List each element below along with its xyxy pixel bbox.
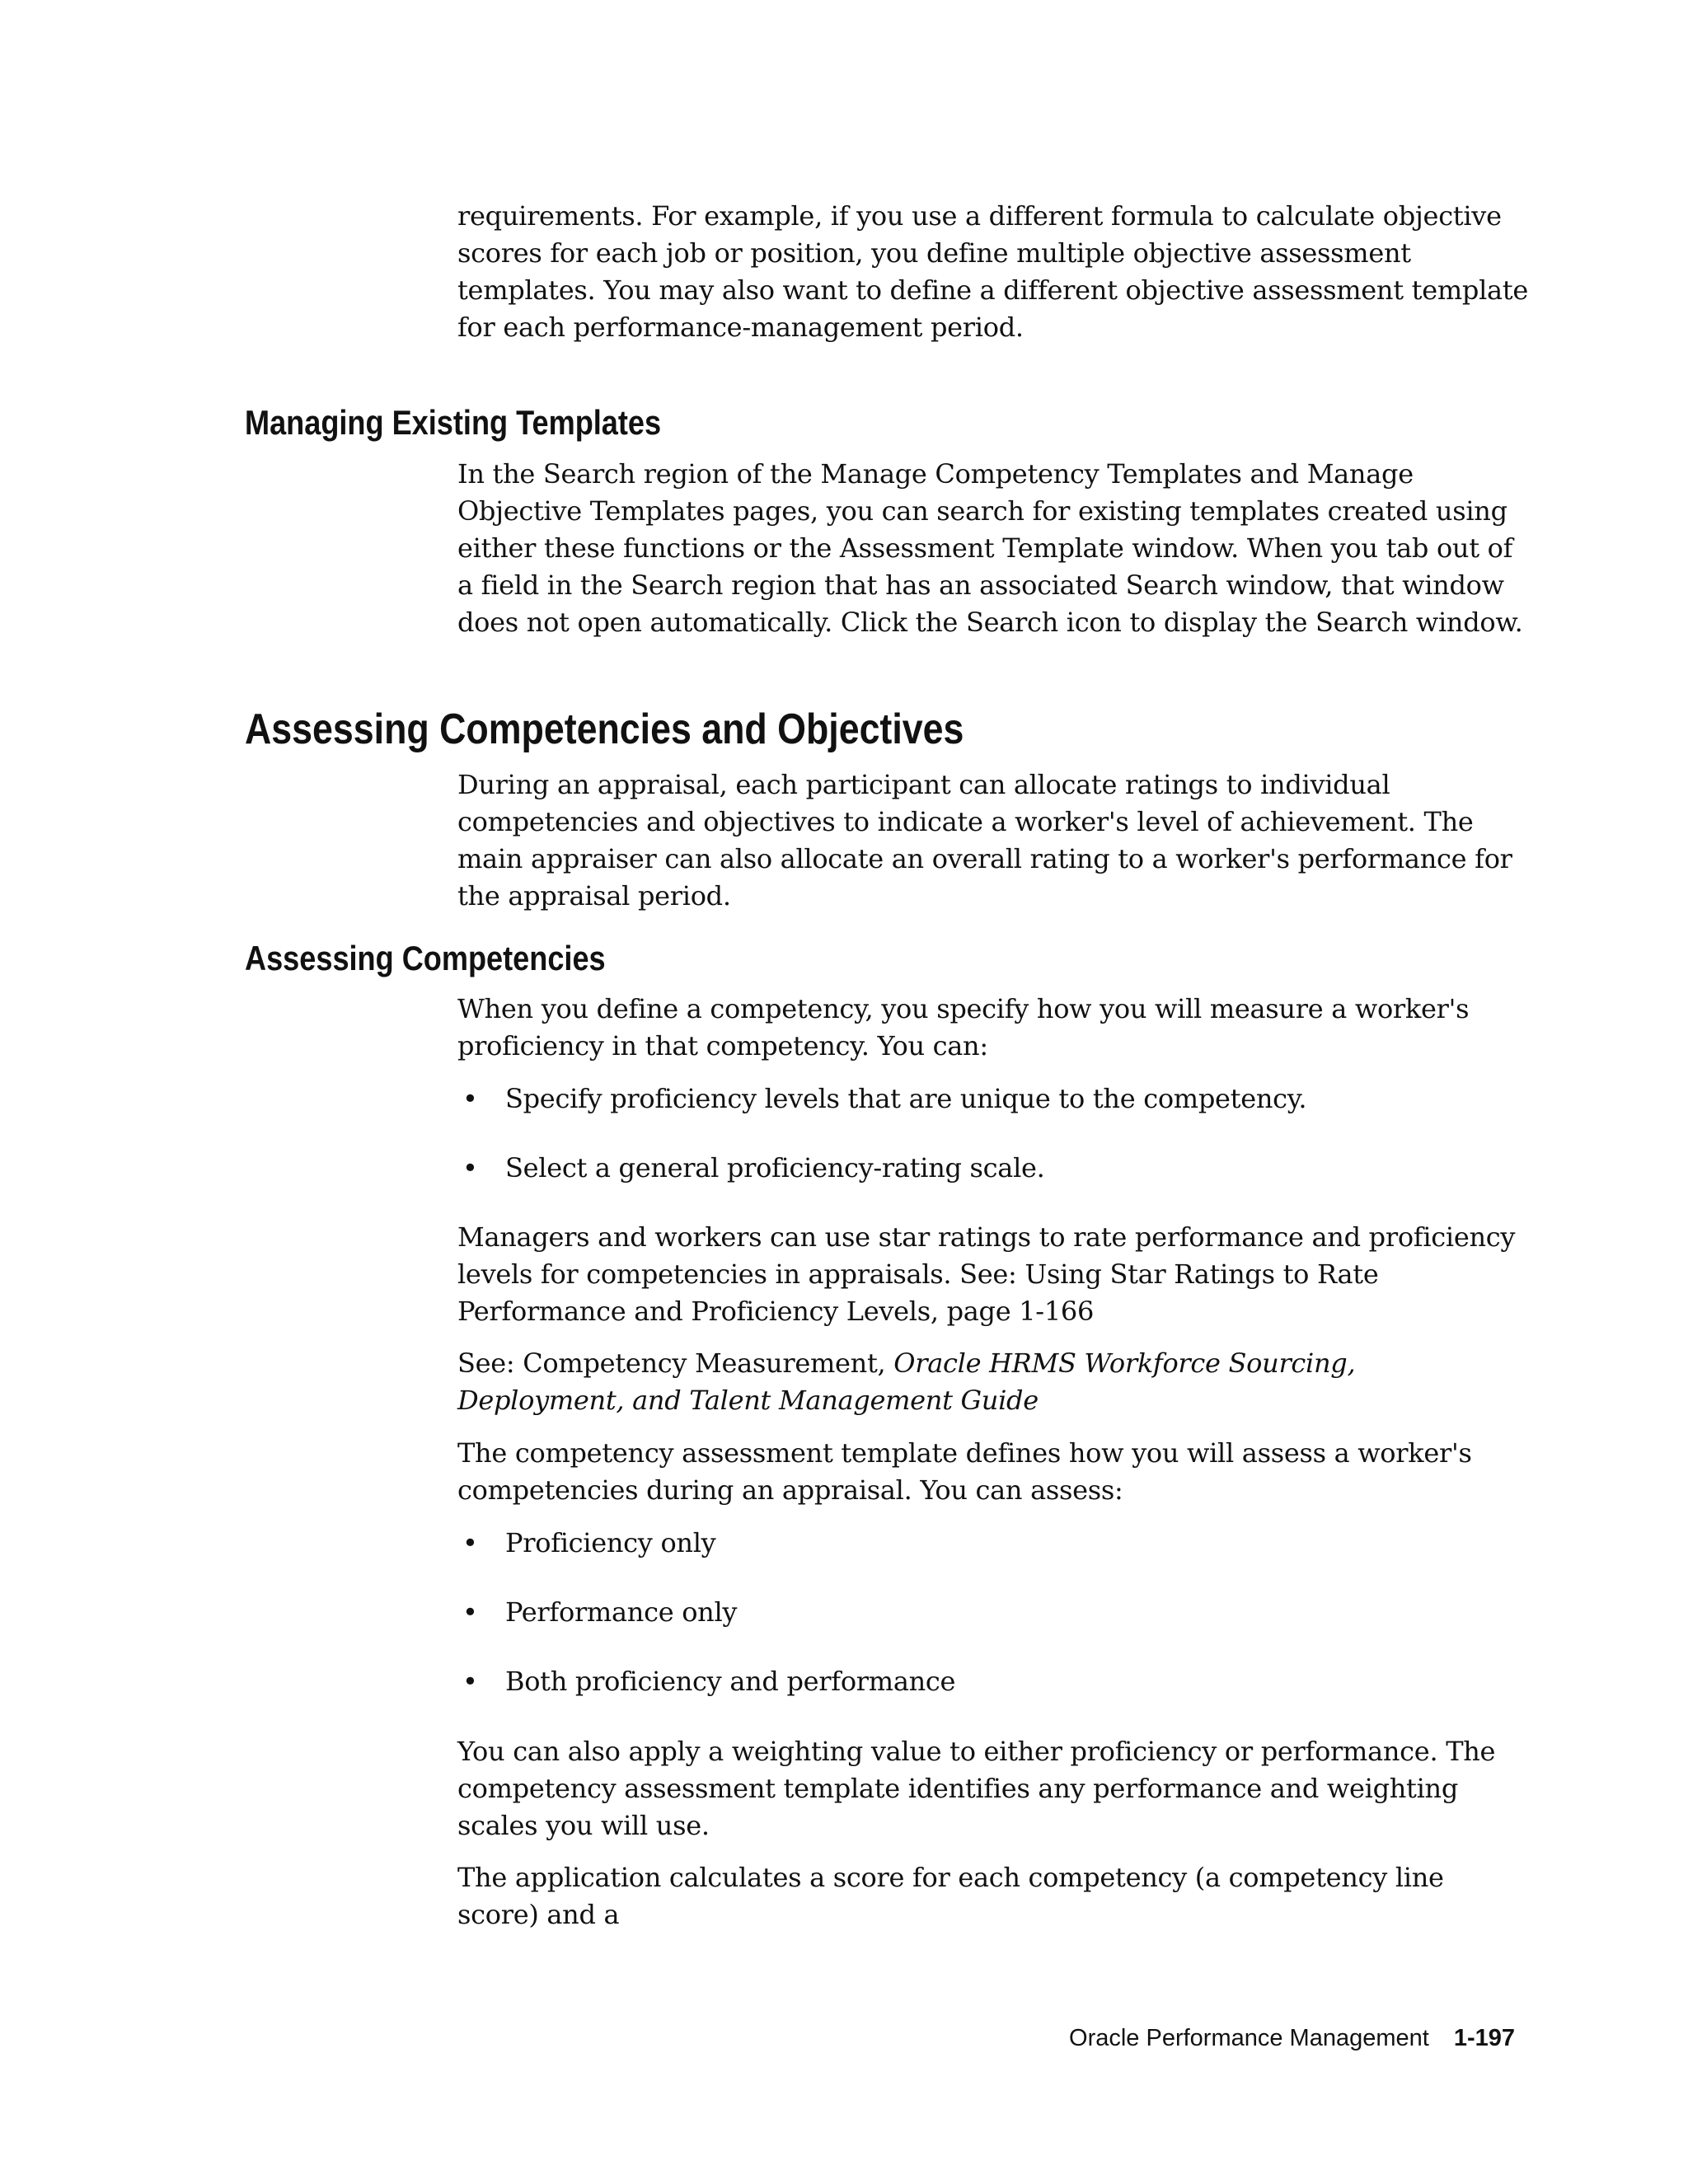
page-footer bbox=[1069, 2023, 1515, 2053]
page-number: 1-197 bbox=[1453, 2025, 1515, 2051]
list-item-text: Performance only bbox=[505, 1596, 738, 1628]
assessing-competencies-paragraph-1: When you define a competency, you specify how you will measure a worker's proficiency in that competency. You can: bbox=[457, 993, 1470, 1062]
list-item-text: Proficiency only bbox=[505, 1527, 716, 1558]
see-competency-measurement bbox=[457, 1345, 1529, 1419]
star-ratings-paragraph: Managers and workers can use star ratings to rate performance and proficiency levels for competencies in appraisals. See: Using Star Ratings to Rate Performance and Proficiency Levels, page 1-166 bbox=[457, 1221, 1516, 1327]
see-prefix: See: Competency Measurement, bbox=[457, 1347, 894, 1379]
list-item-text: Both proficiency and performance bbox=[505, 1666, 956, 1697]
heading-assessing-competencies-and-objectives: Assessing Competencies and Objectives bbox=[245, 705, 964, 753]
bullet-symbol: • bbox=[462, 1666, 478, 1697]
bullet-symbol: • bbox=[462, 1596, 478, 1628]
list-item-text: Select a general proficiency-rating scale. bbox=[505, 1152, 1045, 1183]
bullet-symbol: • bbox=[462, 1083, 478, 1114]
bullet-symbol: • bbox=[462, 1152, 478, 1183]
heading-managing-existing-templates: Managing Existing Templates bbox=[245, 403, 662, 442]
intro-paragraph: requirements. For example, if you use a different formula to calculate objective scores for each job or position, you define multiple objective assessment templates. You may also want to define a different objective assessment template for each performance-management period. bbox=[457, 200, 1529, 343]
line-score-paragraph: The application calculates a score for each competency (a competency line score) and a bbox=[457, 1862, 1444, 1930]
heading-assessing-competencies: Assessing Competencies bbox=[245, 939, 606, 977]
assessment-template-paragraph: The competency assessment template defines how you will assess a worker's competencies during an appraisal. You can assess: bbox=[457, 1437, 1472, 1506]
assessing-co-paragraph: During an appraisal, each participant can allocate ratings to individual competencies and objectives to indicate a worker's level of achievement. The main appraiser can also allocate an overall rating to a worker's performance for the appraisal period. bbox=[457, 769, 1512, 912]
bullet-symbol: • bbox=[462, 1527, 478, 1558]
managing-existing-paragraph: In the Search region of the Manage Competency Templates and Manage Objective Templates pages, you can search for existing templates created using either these functions or the Assessment Template window. When you tab out of a field in the Search region that has an associated Search window, that window does not open automatically. Click the Search icon to display the Search window. bbox=[457, 458, 1523, 638]
guide-title: Oracle HRMS Workforce Sourcing, Deployment, and Talent Management Guide bbox=[457, 1347, 1356, 1416]
weighting-paragraph: You can also apply a weighting value to either proficiency or performance. The competency assessment template identifies any performance and weighting scales you will use. bbox=[457, 1736, 1496, 1841]
footer-title: Oracle Performance Management bbox=[1069, 2025, 1429, 2051]
list-item-text: Specify proficiency levels that are unique to the competency. bbox=[505, 1083, 1307, 1114]
